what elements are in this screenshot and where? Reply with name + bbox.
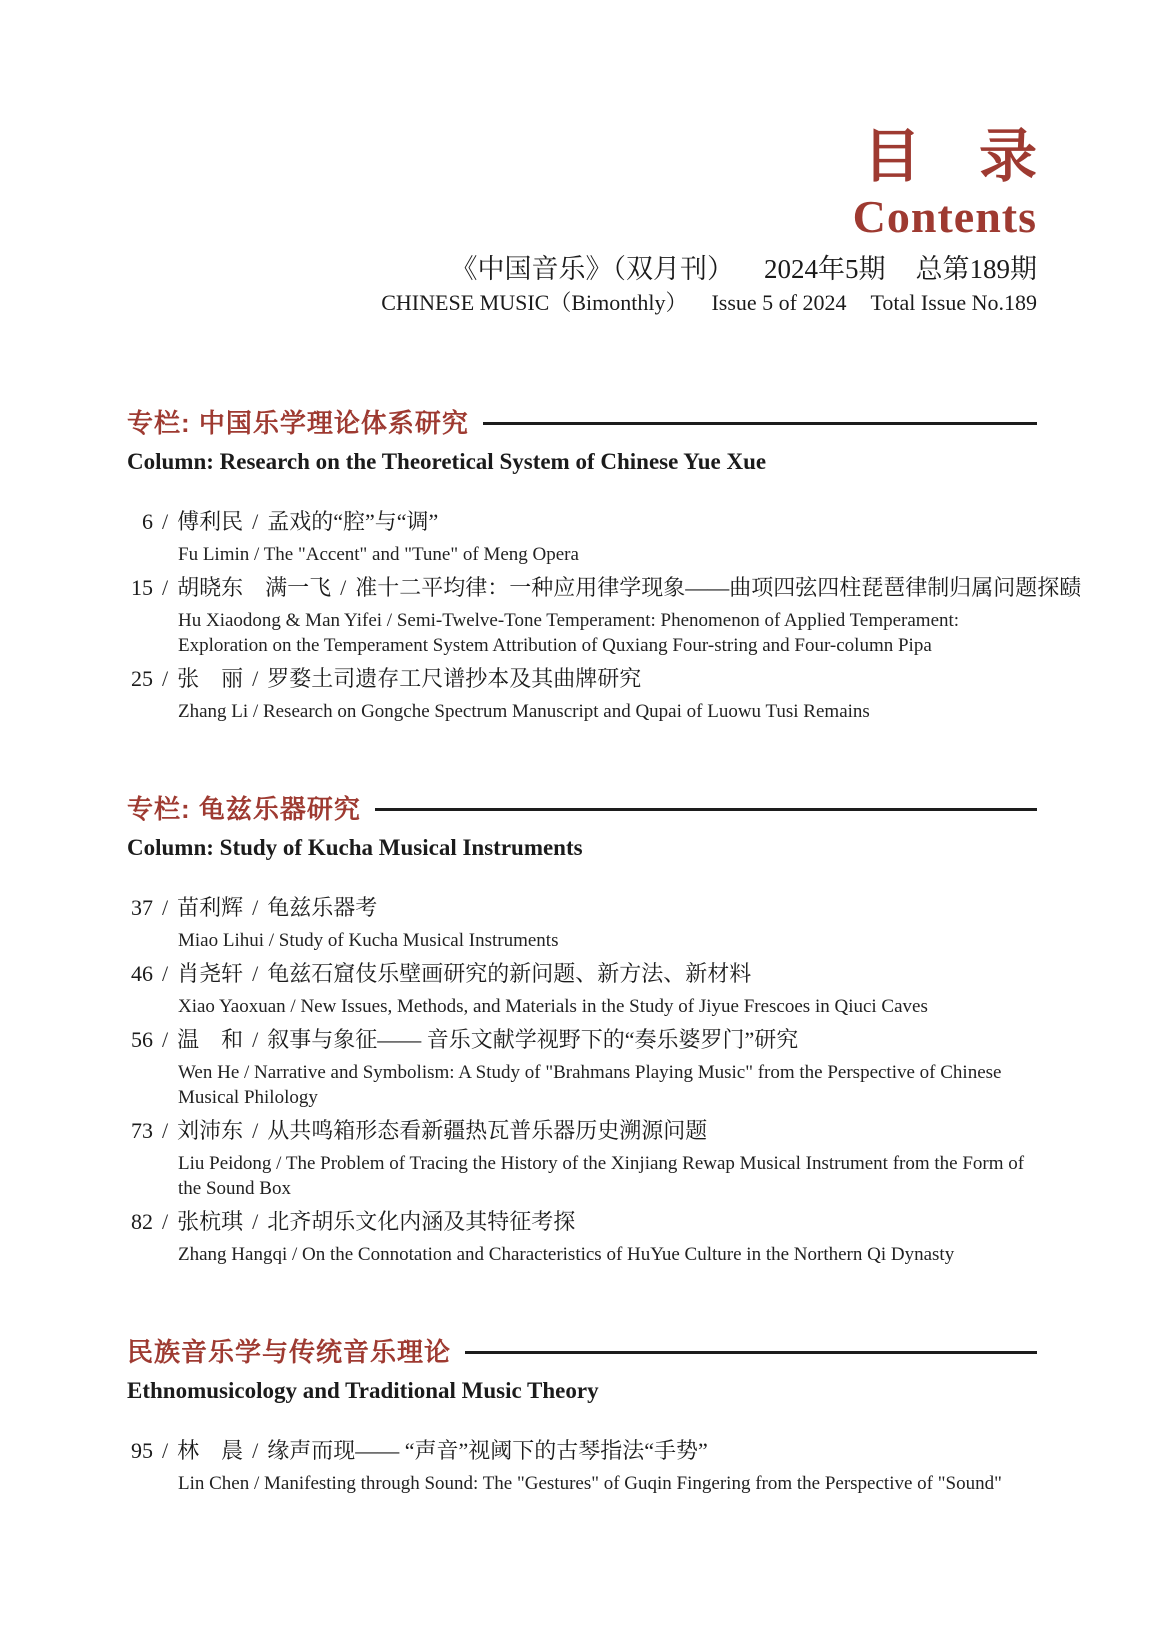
entry-line-chinese (127, 893, 1037, 923)
separator-slash: / (162, 961, 169, 986)
section-header (127, 1337, 1037, 1367)
entry-page-number: 56 (131, 1027, 153, 1052)
entry-author-chinese: 张杭琪 (177, 1209, 244, 1234)
separator-slash: / (162, 1438, 169, 1463)
section-title-chinese: 专栏: 龟兹乐器研究 (127, 794, 361, 824)
section-entries (127, 507, 1082, 724)
entry-author-chinese: 肖尧轩 (177, 961, 244, 986)
toc-entry (127, 1116, 1037, 1201)
toc-entry (127, 1436, 1037, 1496)
entry-line-chinese (127, 959, 1037, 989)
separator-slash: / (252, 1027, 259, 1052)
toc-entry (127, 1207, 1037, 1267)
entry-title-chinese: 北齐胡乐文化内涵及其特征考探 (267, 1209, 576, 1234)
toc-title-chinese: 目 录 (862, 124, 1037, 189)
entry-page-number: 95 (131, 1438, 153, 1463)
entry-line-chinese (127, 1116, 1037, 1146)
toc-entry (127, 573, 1082, 658)
separator-slash: / (252, 1438, 259, 1463)
entry-line-english: Lin Chen / Manifesting through Sound: The "Gestures" of Guqin Fingering from the Perspective of "Sound" (178, 1473, 1002, 1494)
toc-entry (127, 893, 1037, 953)
entry-page-number: 37 (131, 895, 153, 920)
section-entries (127, 893, 1037, 1267)
journal-total-issue-zh: 总第189期 (915, 254, 1037, 284)
entry-page-number: 73 (131, 1118, 153, 1143)
separator-slash: / (252, 895, 259, 920)
separator-slash: / (162, 1027, 169, 1052)
separator-slash: / (162, 575, 169, 600)
entry-line-english: Miao Lihui / Study of Kucha Musical Instruments (178, 930, 559, 951)
entry-author-chinese: 温 和 (177, 1027, 244, 1052)
entry-title-chinese: 孟戏的“腔”与“调” (267, 509, 439, 534)
masthead (127, 0, 1037, 316)
section-title-english: Column: Research on the Theoretical System of Chinese Yue Xue (127, 449, 767, 474)
entry-title-chinese: 龟兹乐器考 (267, 895, 378, 920)
journal-issue-zh: 2024年5期 (764, 254, 886, 284)
entry-author-chinese: 林 晨 (177, 1438, 244, 1463)
toc-entry (127, 664, 1037, 724)
entry-page-number: 82 (131, 1209, 153, 1234)
separator-slash: / (162, 509, 169, 534)
section-rule-line (375, 808, 1037, 811)
entry-title-chinese: 从共鸣箱形态看新疆热瓦普乐器历史溯源问题 (267, 1118, 708, 1143)
entry-author-chinese: 刘沛东 (177, 1118, 244, 1143)
separator-slash: / (162, 666, 169, 691)
separator-slash: / (252, 1209, 259, 1234)
entry-line-chinese (127, 507, 1037, 537)
section-rule-line (465, 1351, 1037, 1354)
journal-total-issue-en: Total Issue No.189 (870, 290, 1037, 315)
section-header (127, 794, 1037, 824)
separator-slash: / (162, 1118, 169, 1143)
section-title-chinese: 民族音乐学与传统音乐理论 (127, 1337, 452, 1367)
journal-name-zh: 《中国音乐》（双月刊） (450, 254, 734, 284)
journal-info-chinese (127, 254, 1037, 284)
page-content (127, 0, 1082, 1502)
section-title-english: Ethnomusicology and Traditional Music Theory (127, 1378, 599, 1403)
section-header (127, 408, 1037, 438)
entry-author-chinese: 胡晓东 满一飞 (177, 575, 332, 600)
entry-line-english: Xiao Yaoxuan / New Issues, Methods, and Materials in the Study of Jiyue Frescoes in Qiuci Caves (178, 996, 928, 1017)
entry-author-chinese: 张 丽 (177, 666, 244, 691)
entry-line-english: Fu Limin / The "Accent" and "Tune" of Meng Opera (178, 544, 579, 565)
entry-line-chinese (127, 1436, 1037, 1466)
toc-entry (127, 1025, 1037, 1110)
separator-slash: / (252, 961, 259, 986)
entry-line-english: Zhang Hangqi / On the Connotation and Characteristics of HuYue Culture in the Northern Qi Dynasty (178, 1244, 955, 1265)
entry-title-chinese: 叙事与象征—— 音乐文献学视野下的“奏乐婆罗门”研究 (267, 1027, 799, 1052)
separator-slash: / (252, 1118, 259, 1143)
toc-sections (127, 408, 1082, 1496)
entry-page-number: 6 (142, 509, 153, 534)
separator-slash: / (252, 666, 259, 691)
section-entries (127, 1436, 1037, 1496)
entry-title-chinese: 缘声而现—— “声音”视阈下的古琴指法“手势” (267, 1438, 708, 1463)
entry-line-chinese (127, 573, 1082, 603)
entry-line-english: Hu Xiaodong & Man Yifei / Semi-Twelve-Tone Temperament: Phenomenon of Applied Temperament: Exploration on the Temperament System Attribution of Quxiang Four-string and Four-column Pipa (178, 610, 960, 656)
toc-section (127, 1337, 1037, 1496)
entry-title-chinese: 龟兹石窟伎乐壁画研究的新问题、新方法、新材料 (267, 961, 752, 986)
entry-page-number: 25 (131, 666, 153, 691)
entry-author-chinese: 傅利民 (177, 509, 244, 534)
entry-page-number: 46 (131, 961, 153, 986)
entry-line-english: Zhang Li / Research on Gongche Spectrum Manuscript and Qupai of Luowu Tusi Remains (178, 701, 870, 722)
journal-issue-en: Issue 5 of 2024 (711, 290, 847, 315)
toc-entry (127, 507, 1037, 567)
entry-title-chinese: 准十二平均律：一种应用律学现象——曲项四弦四柱琵琶律制归属问题探赜 (355, 575, 1082, 600)
section-rule-line (483, 422, 1037, 425)
section-title-english: Column: Study of Kucha Musical Instruments (127, 835, 583, 860)
toc-title-english: Contents (852, 191, 1037, 242)
entry-line-chinese (127, 664, 1037, 694)
entry-line-english: Liu Peidong / The Problem of Tracing the History of the Xinjiang Rewap Musical Instrument from the Form of the Sound Box (178, 1153, 1025, 1199)
toc-section (127, 408, 1082, 724)
toc-section (127, 794, 1037, 1267)
entry-line-chinese (127, 1025, 1037, 1055)
entry-title-chinese: 罗婺土司遗存工尺谱抄本及其曲牌研究 (267, 666, 642, 691)
entry-line-chinese (127, 1207, 1037, 1237)
separator-slash: / (162, 895, 169, 920)
entry-page-number: 15 (131, 575, 153, 600)
entry-line-english: Wen He / Narrative and Symbolism: A Study of "Brahmans Playing Music" from the Perspective of Chinese Musical Philology (178, 1062, 1002, 1108)
entry-author-chinese: 苗利辉 (177, 895, 244, 920)
separator-slash: / (252, 509, 259, 534)
journal-name-en: CHINESE MUSIC（Bimonthly） (381, 290, 688, 315)
section-title-chinese: 专栏: 中国乐学理论体系研究 (127, 408, 469, 438)
separator-slash: / (162, 1209, 169, 1234)
separator-slash: / (340, 575, 347, 600)
toc-entry (127, 959, 1037, 1019)
journal-info-english (127, 290, 1037, 316)
